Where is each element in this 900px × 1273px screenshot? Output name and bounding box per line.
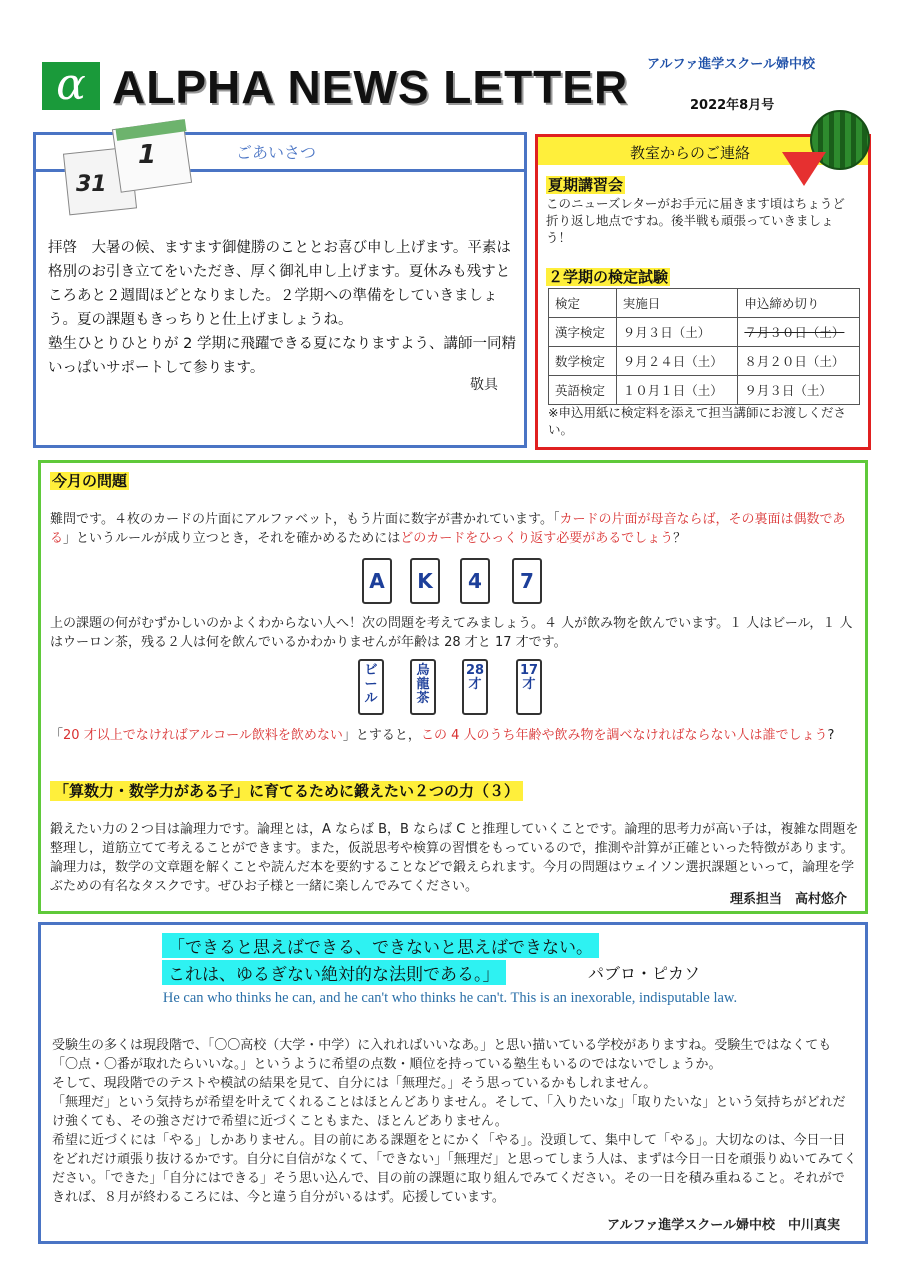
greeting-paragraph-2: 塾生ひとりひとりが 2 学期に飛躍できる夏になりますよう、講師一同精いっぱいサポートして参ります。 [48,336,516,376]
problem-paragraph-2: 上の課題の何がむずかしいのかよくわからない人へ！次の問題を考えてみましょう。４ 人が飲み物を飲んでいます。１ 人はビール，１ 人はウーロン茶，残る２人は何を飲んでいるかわかりませんが年齢は 28 才と 17 才です。 [50,616,853,650]
card-7: 7 [512,558,542,604]
greeting-closing: 敬具 [470,377,498,393]
alpha-logo: α [42,62,100,110]
quote-paragraph-3: 「無理だ」という気持ちが希望を叶えてくれることはほとんどありません。そして、「入りたいな」「取りたいな」という気持ちがどれだけ強くても、その強さだけで希望に近づくこともまた、ほとんどありません。 [52,1095,846,1129]
math-skill-text: 鍛えたい力の２つ目は論理力です。論理とは，A ならば B，B ならば C と推理していくことです。論理的思考力が高い子は，複雑な問題を整理し，道筋立てて考えることができます。また，仮説思考や検算の習慣をもっているので，推測や計算が正確といった特徴があります。論理力は，数学の文章題を解くことや読んだ本を要約することなどで鍛えられます。今月の問題はウェイソン選択課題といって，論理を学ぶための有名なタスクです。ぜひお子様と一緒に楽しんでみてください。 [50,822,859,894]
exam-date: １０月１日（土） [616,376,738,405]
quote-paragraph-4: 希望に近づくには「やる」しかありません。目の前にある課題をとにかく「やる」。没頭して、集中して「やる」。大切なのは、今日一日をどれだけ頑張り抜けるかです。自分に自信がなくて、「できない」「無理だ」と思ってしまう人は、まずは今日一日を頑張りぬいてみてください。「できた」「自分にはできる」そう思い込んで、目の前の課題に取り組んでみてください。その一日を積み重ねること。それができれば、８月が終わるころには、今と違う自分がいるはず。応援しています。 [52,1133,857,1205]
exam-deadline: ８月２０日（土） [738,347,860,376]
quote-author: パブロ・ピカソ [588,964,701,983]
calendar-back-number: 31 [76,172,107,197]
exam-note: ※申込用紙に検定料を添えて担当講師にお渡しください。 [548,405,846,437]
school-name: アルファ進学スクール婦中校 [647,57,815,72]
card-k: K [410,558,440,604]
quote-english: He can who thinks he can, and he can't who thinks he can't. This is an inexorable, indisputable law. [162,990,738,1006]
math-skill-heading: 「算数力・数学力がある子」に育てるために鍛えたい２つの力（３） [50,780,523,801]
card-oolong: 烏龍茶 [410,659,436,715]
problem-author: 理系担当 高村悠介 [730,892,848,907]
card-4: 4 [460,558,490,604]
table-row [549,376,860,405]
problem-heading: 今月の問題 [52,472,128,490]
newsletter-title: ALPHA NEWS LETTER [112,61,629,113]
greeting-paragraph-1: 拝啓 大暑の候、ますます御健勝のこととお喜び申し上げます。平素は格別のお引き立てをいただき、厚く御礼申し上げます。夏休みも残すところあと２週間ほどとなりました。２学期への準備をしていきましょう。夏の課題もきっちりと仕上げましょうね。 [48,240,511,328]
watermelon-slice-icon [782,152,826,186]
exam-header-date: 実施日 [616,289,738,318]
exam-table-header [549,289,860,318]
summer-course-heading: 夏期講習会 [548,176,624,194]
card-age-28: 28才 [462,659,488,715]
exam-deadline: ９月３日（土） [738,376,860,405]
exam-date: ９月３日（土） [616,318,738,347]
issue-date: 2022年8月号 [690,98,775,113]
greeting-text [48,236,516,380]
table-row [549,347,860,376]
card-a: A [362,558,392,604]
card-beer: ビール [358,659,384,715]
problem-paragraph-1: 難問です。４枚のカードの片面にアルファベット，もう片面に数字が書かれています。「カードの片面が母音ならば，その裏面は偶数である」というルールが成り立つとき，それを確かめるためにはどのカードをひっくり返す必要があるでしょう？ [50,512,846,546]
table-row [549,318,860,347]
greeting-title: ごあいさつ [236,143,317,162]
exam-header-name: 検定 [549,289,617,318]
quote-paragraph-2: そして、現段階でのテストや模試の結果を見て、自分には「無理だ。」そう思っているかもしれません。 [52,1076,657,1091]
exam-header-deadline: 申込締め切り [738,289,860,318]
exam-heading: ２学期の検定試験 [548,268,669,286]
calendar-front-number: 1 [138,140,157,170]
card-age-17: 17才 [516,659,542,715]
problem-paragraph-3: 「20 才以上でなければアルコール飲料を飲めない」とすると，この 4 人のうち年齢や飲み物を調べなければならない人は誰でしょう? [50,728,835,743]
exam-deadline-closed: ７月３０日（土） [738,318,860,347]
quote-signature: アルファ進学スクール婦中校 中川真実 [607,1218,840,1233]
notice-title: 教室からのご連絡 [630,144,751,162]
quote-paragraph-1: 受験生の多くは現段階で、「〇〇高校（大学・中学）に入れればいいなあ。」と思い描いている学校がありますね。受験生ではなくても「〇点・〇番が取れたらいいな。」というように希望の点数・順位を持っている塾生もいるのではないでしょうか。 [52,1038,832,1072]
exam-table [548,288,860,405]
quote-body [52,1036,857,1207]
exam-name: 数学検定 [549,347,617,376]
quote-line-1: 「できると思えばできる、できないと思えばできない。 [162,933,599,958]
exam-name: 英語検定 [549,376,617,405]
quote-line-2: これは、ゆるぎない絶対的な法則である。」 [162,960,506,985]
exam-name: 漢字検定 [549,318,617,347]
summer-course-text: このニューズレターがお手元に届きます頃はちょうど折り返し地点ですね。後半戦も頑張っていきましょう！ [546,196,845,245]
exam-date: ９月２４日（土） [616,347,738,376]
